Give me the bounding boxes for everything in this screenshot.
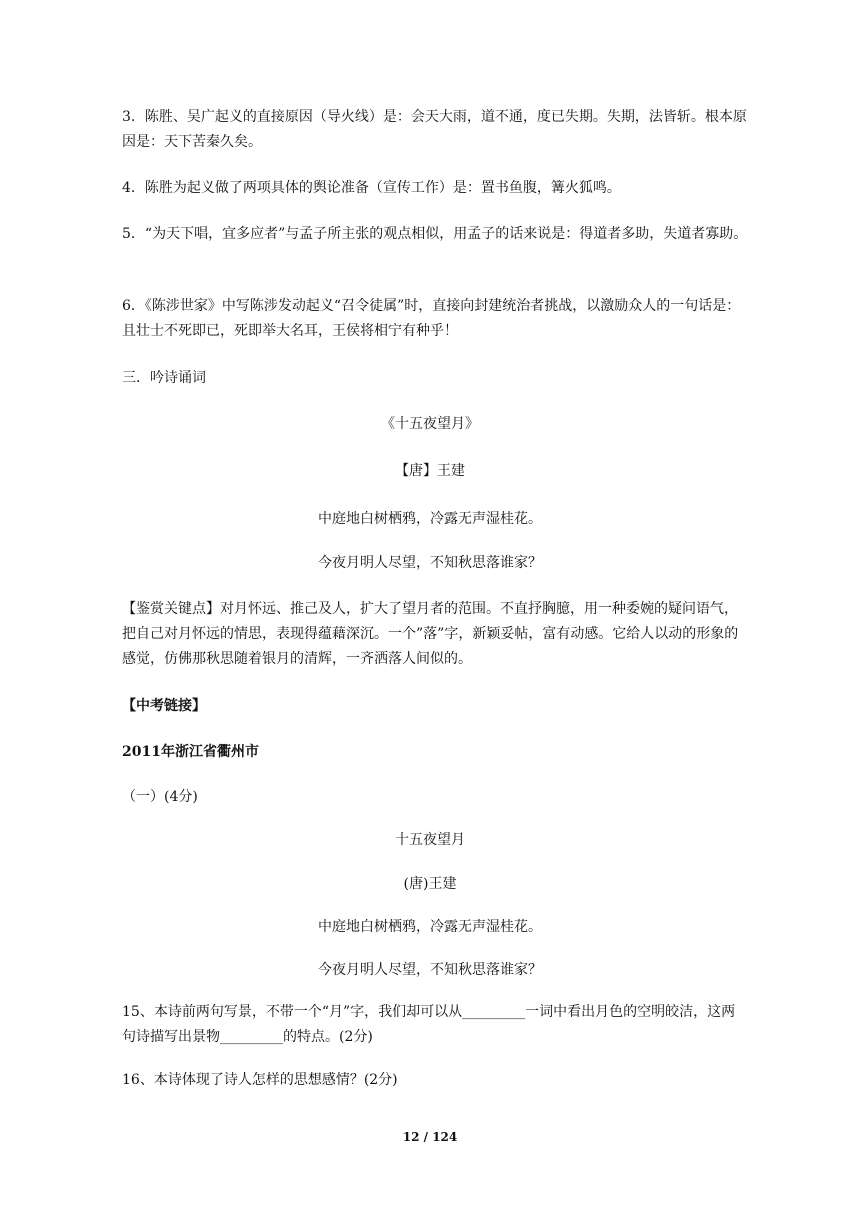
item-5-paragraph: 5．“为天下唱，宜多应者”与孟子所主张的观点相似，用孟子的话来说是：得道者多助，失道者寡助。 bbox=[122, 226, 748, 242]
question-15: 15、本诗前两句写景，不带一个“月”字，我们却可以从_________一词中看出月色的空明皎洁，这两句诗描写出景物_________的特点。(2分) bbox=[122, 1004, 736, 1045]
poem-1-title: 《十五夜望月》 bbox=[381, 416, 479, 432]
poem-2-author: (唐)王建 bbox=[403, 876, 457, 892]
item-3-paragraph: 3．陈胜、吴广起义的直接原因（导火线）是：会天大雨，道不通，度已失期。失期，法皆斩。根本原因是：天下苦秦久矣。 bbox=[122, 109, 747, 150]
appreciation-paragraph: 【鉴赏关键点】对月怀远、推己及人，扩大了望月者的范围。不直抒胸臆，用一种委婉的疑问语气，把自己对月怀远的情思，表现得蕴藉深沉。一个”落”字，新颖妥帖，富有动感。它给人以动的形象的感觉，仿佛那秋思随着银月的清辉，一齐洒落人间似的。 bbox=[122, 601, 739, 667]
section-3-heading: 三．吟诗诵词 bbox=[122, 370, 206, 386]
poem-2-title: 十五夜望月 bbox=[395, 832, 465, 848]
poem-2-line-2: 今夜月明人尽望，不知秋思落谁家？ bbox=[318, 962, 542, 978]
page-number: 12 / 124 bbox=[402, 1130, 458, 1144]
poem-1-line-2: 今夜月明人尽望，不知秋思落谁家？ bbox=[318, 555, 542, 571]
poem-2-line-1: 中庭地白树栖鸦，冷露无声湿桂花。 bbox=[318, 919, 542, 935]
exam-link-heading: 【中考链接】 bbox=[122, 698, 206, 714]
poem-1-author: 【唐】王建 bbox=[395, 463, 465, 479]
exam-source: 2011年浙江省衢州市 bbox=[122, 744, 259, 760]
item-6-paragraph: 6．《陈涉世家》中写陈涉发动起义“召令徒属”时，直接向封建统治者挑战，以激励众人的一句话是：且壮士不死即已，死即举大名耳，王侯将相宁有种乎！ bbox=[122, 298, 741, 339]
item-4-paragraph: 4．陈胜为起义做了两项具体的舆论准备（宣传工作）是：置书鱼腹，篝火狐鸣。 bbox=[122, 180, 621, 196]
poem-1-line-1: 中庭地白树栖鸦，冷露无声湿桂花。 bbox=[318, 511, 542, 527]
question-16: 16、本诗体现了诗人怎样的思想感情？(2分) bbox=[122, 1072, 398, 1088]
part-label: （一）(4分) bbox=[122, 789, 198, 805]
